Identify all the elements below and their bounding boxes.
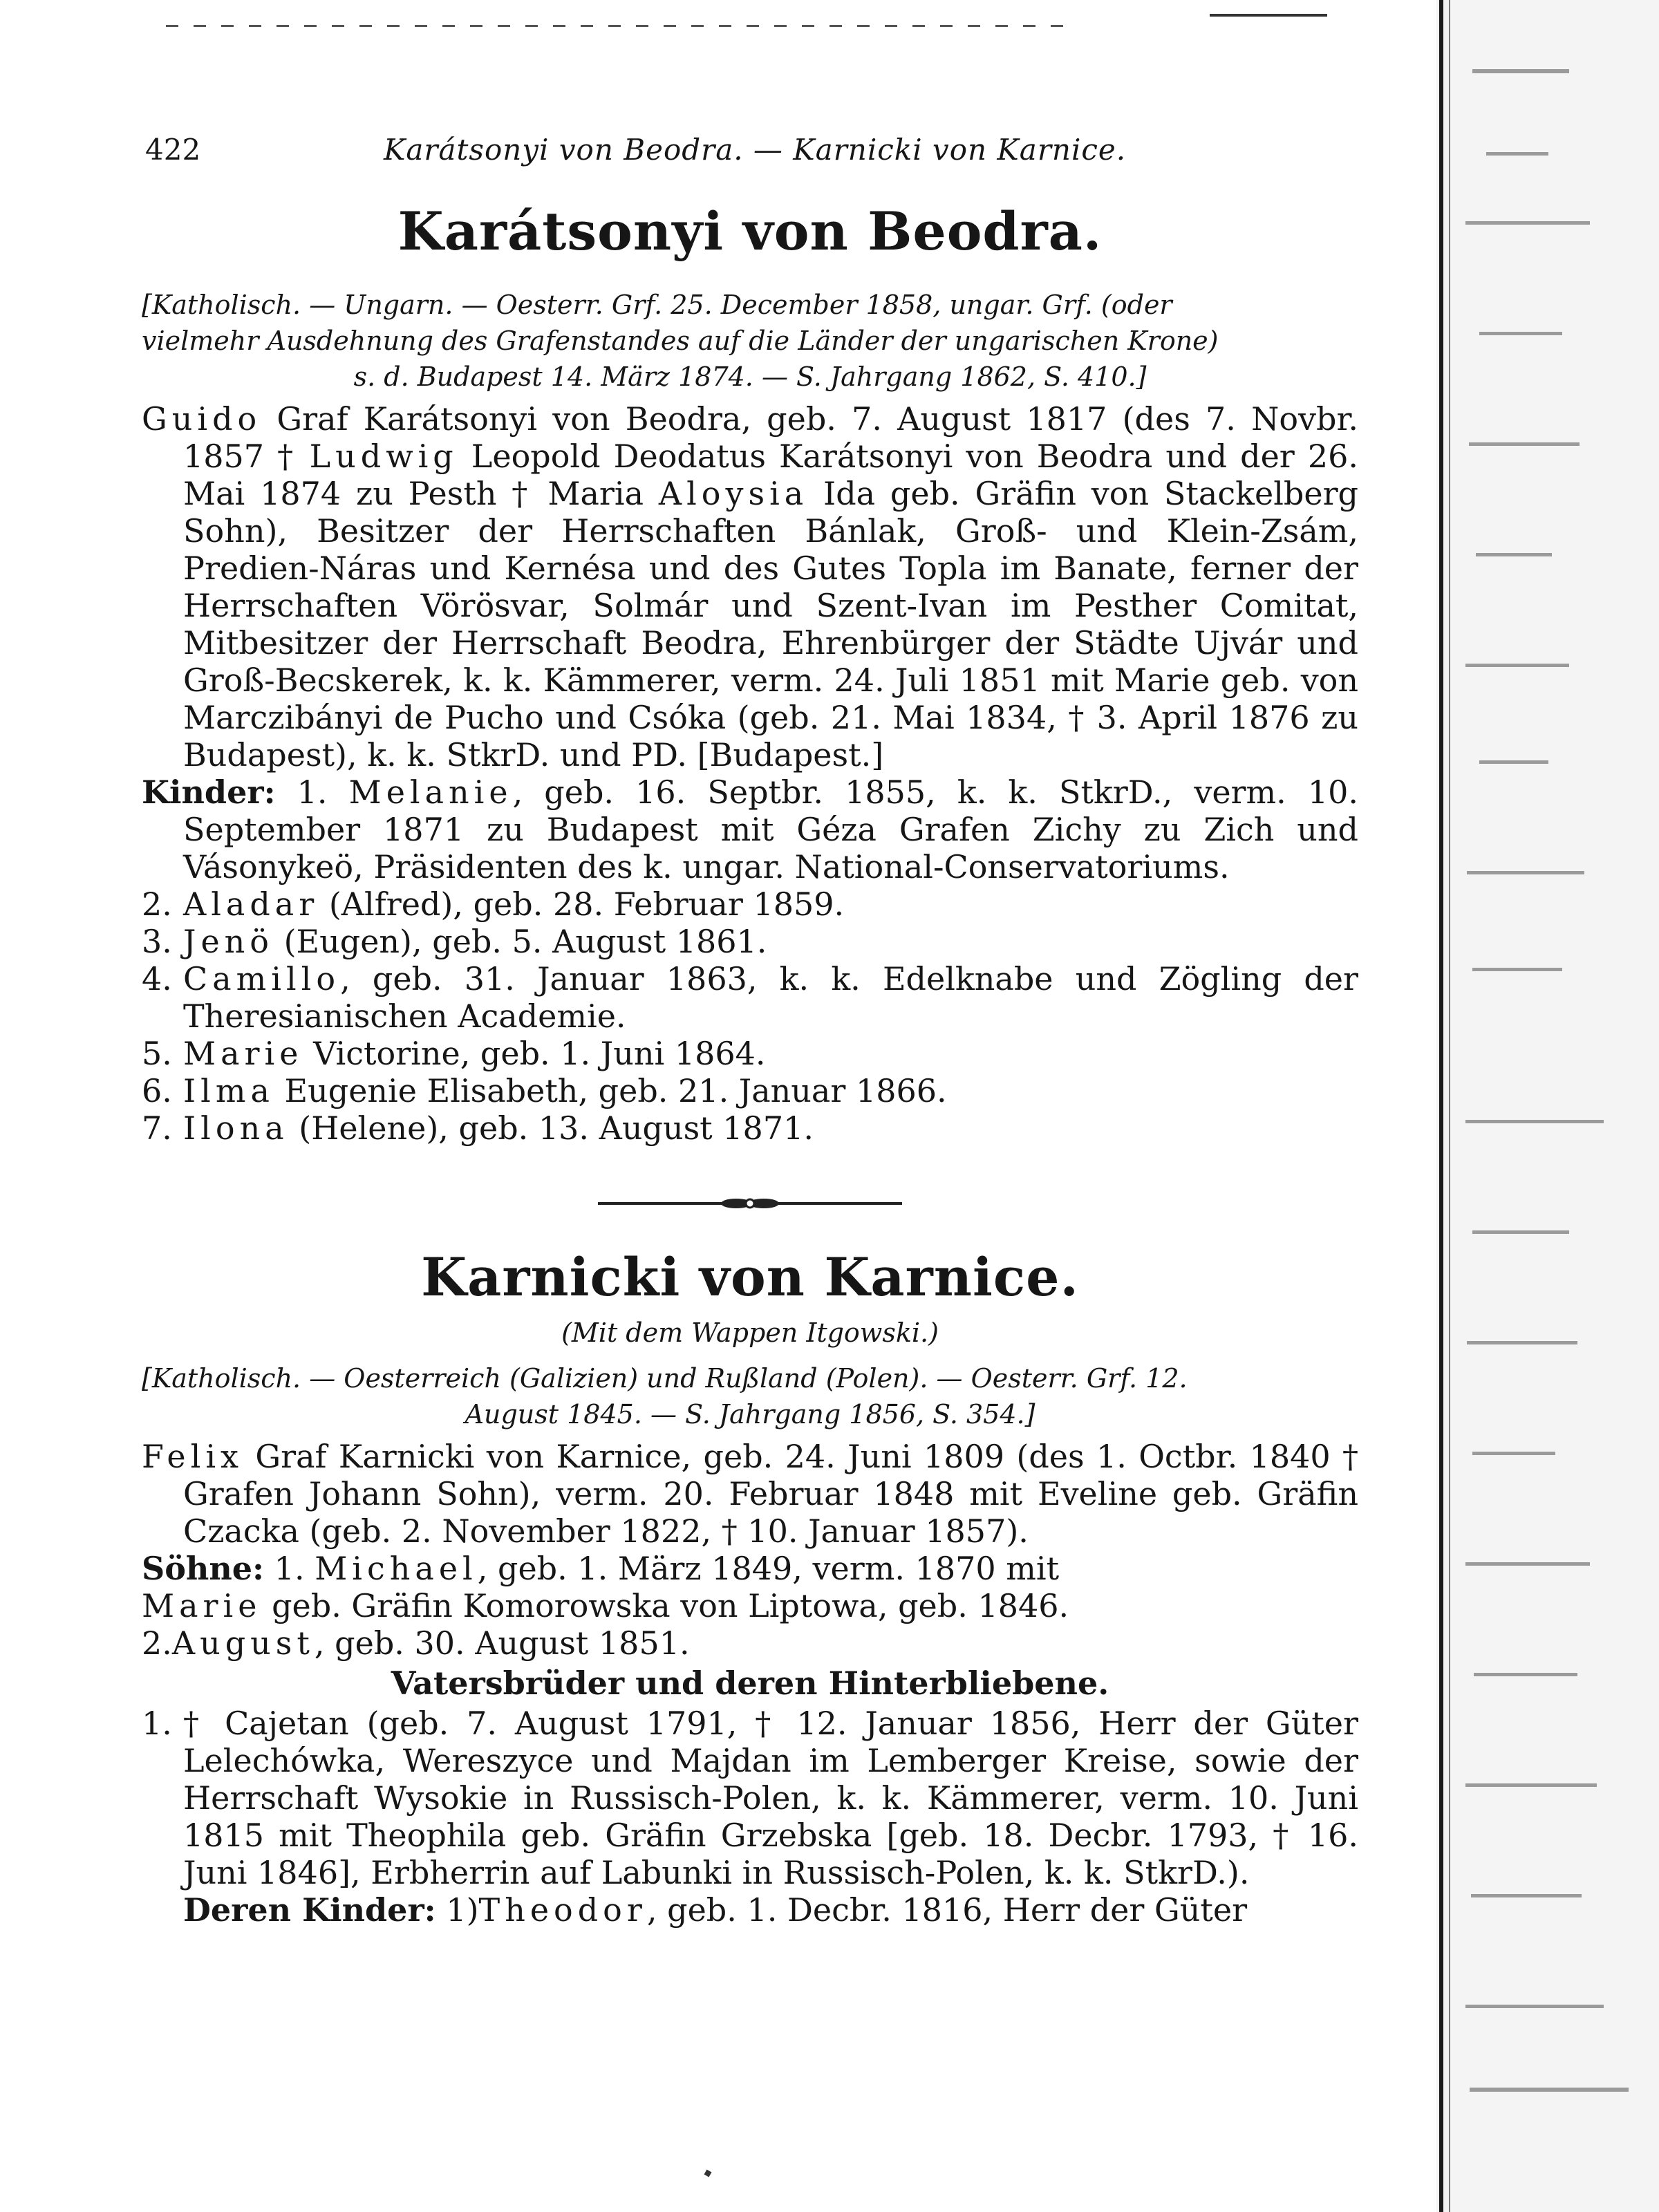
list-item xyxy=(142,1705,1358,1891)
meta-line: vielmehr Ausdehnung des Grafenstandes auf die Länder der ungarischen Krone) xyxy=(142,326,1219,356)
item-number: 1) xyxy=(446,1891,479,1929)
child-name: Theodor xyxy=(478,1891,647,1929)
scan-artifact-top-dashes xyxy=(166,25,1065,27)
deren-kinder-line xyxy=(142,1891,1358,1929)
child-name: Michael xyxy=(315,1550,478,1587)
uncle-text: † Cajetan (geb. 7. August 1791, † 12. Januar 1856, Herr der Güter Lelechówka, Wereszyce und Majdan im Lemberger Kreise, sowie der Herrschaft Wysokie in Russisch-Polen, k. k. Kämmerer, verm. 10. Juni 1815 mit Theophila geb. Gräfin Grzebska [geb. 18. Decbr. 1793, † 16. Juni 1846], Erbherrin auf Labunki in Russisch-Polen, k. k. StkrD.). xyxy=(183,1705,1358,1891)
entry-head-paragraph xyxy=(142,400,1358,774)
child-name: Marie xyxy=(183,1035,303,1072)
child-text: , geb. 16. Septbr. 1855, k. k. StkrD., verm. 10. September 1871 zu Budapest mit Géza Grafen Zichy zu Zich und Vásonykeö, Präsidenten des k. ungar. National-Conservatoriums. xyxy=(183,774,1359,885)
item-number: 1. xyxy=(274,1550,305,1587)
scan-speck xyxy=(704,2170,712,2177)
book-page xyxy=(142,118,1358,1929)
item-number: 6. xyxy=(142,1072,172,1109)
child-text: , geb. 30. August 1851. xyxy=(314,1624,690,1662)
child-text: (Helene), geb. 13. August 1871. xyxy=(288,1109,814,1147)
section-divider-ornament xyxy=(142,1195,1358,1212)
child-text: geb. Gräfin Komorowska von Liptowa, geb. 1846. xyxy=(261,1587,1069,1624)
list-item xyxy=(142,885,1358,923)
person-name: Aloysia xyxy=(658,475,809,512)
entry-meta-karatsonyi xyxy=(142,287,1358,395)
children-list xyxy=(142,885,1358,1147)
child-text: , geb. 31. Januar 1863, k. k. Edelknabe und Zögling der Theresianischen Academie. xyxy=(183,960,1358,1035)
child-name: August xyxy=(171,1624,315,1662)
child-name: Camillo xyxy=(183,960,341,997)
list-item xyxy=(142,1035,1358,1072)
list-item xyxy=(142,1072,1358,1109)
deren-kinder-label: Deren Kinder: xyxy=(183,1891,436,1929)
entry-title-karnicki: Karnicki von Karnice. xyxy=(421,1246,1079,1308)
child-text: (Eugen), geb. 5. August 1861. xyxy=(273,923,767,960)
ornament-rule-icon xyxy=(598,1195,902,1212)
child-name: Ilona xyxy=(183,1109,289,1147)
entry-subtitle-karnicki: (Mit dem Wappen Itgowski.) xyxy=(561,1318,939,1348)
child-name: Ilma xyxy=(183,1072,274,1109)
paragraph-text: Graf Karnicki von Karnice, geb. 24. Juni 1809 (des 1. Octbr. 1840 † Grafen Johann Sohn), verm. 20. Februar 1848 mit Eveline geb. Gräfin Czacka (geb. 2. November 1822, † 10. Januar 1857). xyxy=(183,1438,1358,1550)
book-spine-shadow xyxy=(1439,0,1443,2212)
person-name: Felix xyxy=(142,1438,243,1475)
item-number: 5. xyxy=(142,1035,172,1072)
list-item xyxy=(142,960,1358,1035)
person-name: Ludwig xyxy=(309,438,458,475)
child-text: , geb. 1. März 1849, verm. 1870 mit xyxy=(477,1550,1060,1587)
child-text: , geb. 1. Decbr. 1816, Herr der Güter xyxy=(646,1891,1248,1929)
meta-line: [Katholisch. — Oesterreich (Galizien) und Rußland (Polen). — Oesterr. Grf. 12. xyxy=(142,1363,1188,1394)
item-number: 1. xyxy=(142,1705,172,1742)
section-heading-paternal-uncles: Vatersbrüder und deren Hinterbliebene. xyxy=(391,1665,1109,1702)
list-item xyxy=(142,923,1358,960)
entry-head-paragraph xyxy=(142,1438,1358,1550)
child-text: Eugenie Elisabeth, geb. 21. Januar 1866. xyxy=(274,1072,947,1109)
running-head xyxy=(142,118,1358,194)
entry-meta-karnicki xyxy=(142,1360,1358,1432)
child-name: Aladar xyxy=(183,885,319,923)
paragraph-text: Leopold Deodatus Karátsonyi von Beodra und der 26. Mai 1874 zu Pesth † Maria xyxy=(183,438,1359,512)
children-paragraph xyxy=(142,774,1358,885)
person-name: Guido xyxy=(142,400,262,438)
list-item xyxy=(142,1624,1358,1662)
running-head-title: Karátsonyi von Beodra. — Karnicki von Karnice. xyxy=(384,133,1127,167)
item-number: 7. xyxy=(142,1109,172,1147)
item-number: 3. xyxy=(142,923,172,960)
item-number: 2. xyxy=(142,885,172,923)
meta-line: August 1845. — S. Jahrgang 1856, S. 354.] xyxy=(465,1399,1035,1430)
list-item xyxy=(142,1587,1358,1624)
sons-label: Söhne: xyxy=(142,1550,265,1587)
children-label: Kinder: xyxy=(142,774,276,811)
item-number: 2. xyxy=(142,1624,172,1662)
child-name: Jenö xyxy=(183,923,274,960)
paragraph-text: Ida geb. Gräfin von Stackelberg Sohn), Besitzer der Herrschaften Bánlak, Groß- und Klein-Zsám, Predien-Náras und Kernésa und des Gutes Topla im Banate, ferner der Herrschaften Vörösvar, Solmár und Szent-Ivan im Pesther Comitat, Mitbesitzer der Herrschaft Beodra, Ehrenbürger der Städte Ujvár und Groß-Becskerek, k. k. Kämmerer, verm. 24. Juli 1851 mit Marie geb. von Marczibányi de Pucho und Csóka (geb. 21. Mai 1834, † 3. April 1876 zu Budapest), k. k. StkrD. und PD. [Budapest.] xyxy=(183,475,1359,774)
meta-line: [Katholisch. — Ungarn. — Oesterr. Grf. 25. December 1858, ungar. Grf. (oder xyxy=(142,290,1172,320)
adjacent-page-bleed-marks xyxy=(1459,41,1645,2184)
child-name: Melanie xyxy=(348,774,513,811)
sons-list xyxy=(142,1550,1358,1662)
child-text: (Alfred), geb. 28. Februar 1859. xyxy=(319,885,845,923)
book-spine-line xyxy=(1449,0,1450,2212)
meta-line: s. d. Budapest 14. März 1874. — S. Jahrgang 1862, S. 410.] xyxy=(353,362,1147,392)
scan-artifact-top-rule xyxy=(1210,14,1327,17)
list-item xyxy=(142,1550,1358,1587)
entry-title-karatsonyi: Karátsonyi von Beodra. xyxy=(397,200,1103,262)
child-number: 1. xyxy=(297,774,328,811)
item-number: 4. xyxy=(142,960,172,997)
page-number: 422 xyxy=(145,133,201,167)
paragraph-text: Graf Karátsonyi von Beodra, geb. 7. August 1817 (des 7. Novbr. 1857 † xyxy=(183,400,1358,475)
child-text: Victorine, geb. 1. Juni 1864. xyxy=(303,1035,766,1072)
list-item xyxy=(142,1109,1358,1147)
person-name: Marie xyxy=(142,1587,262,1624)
